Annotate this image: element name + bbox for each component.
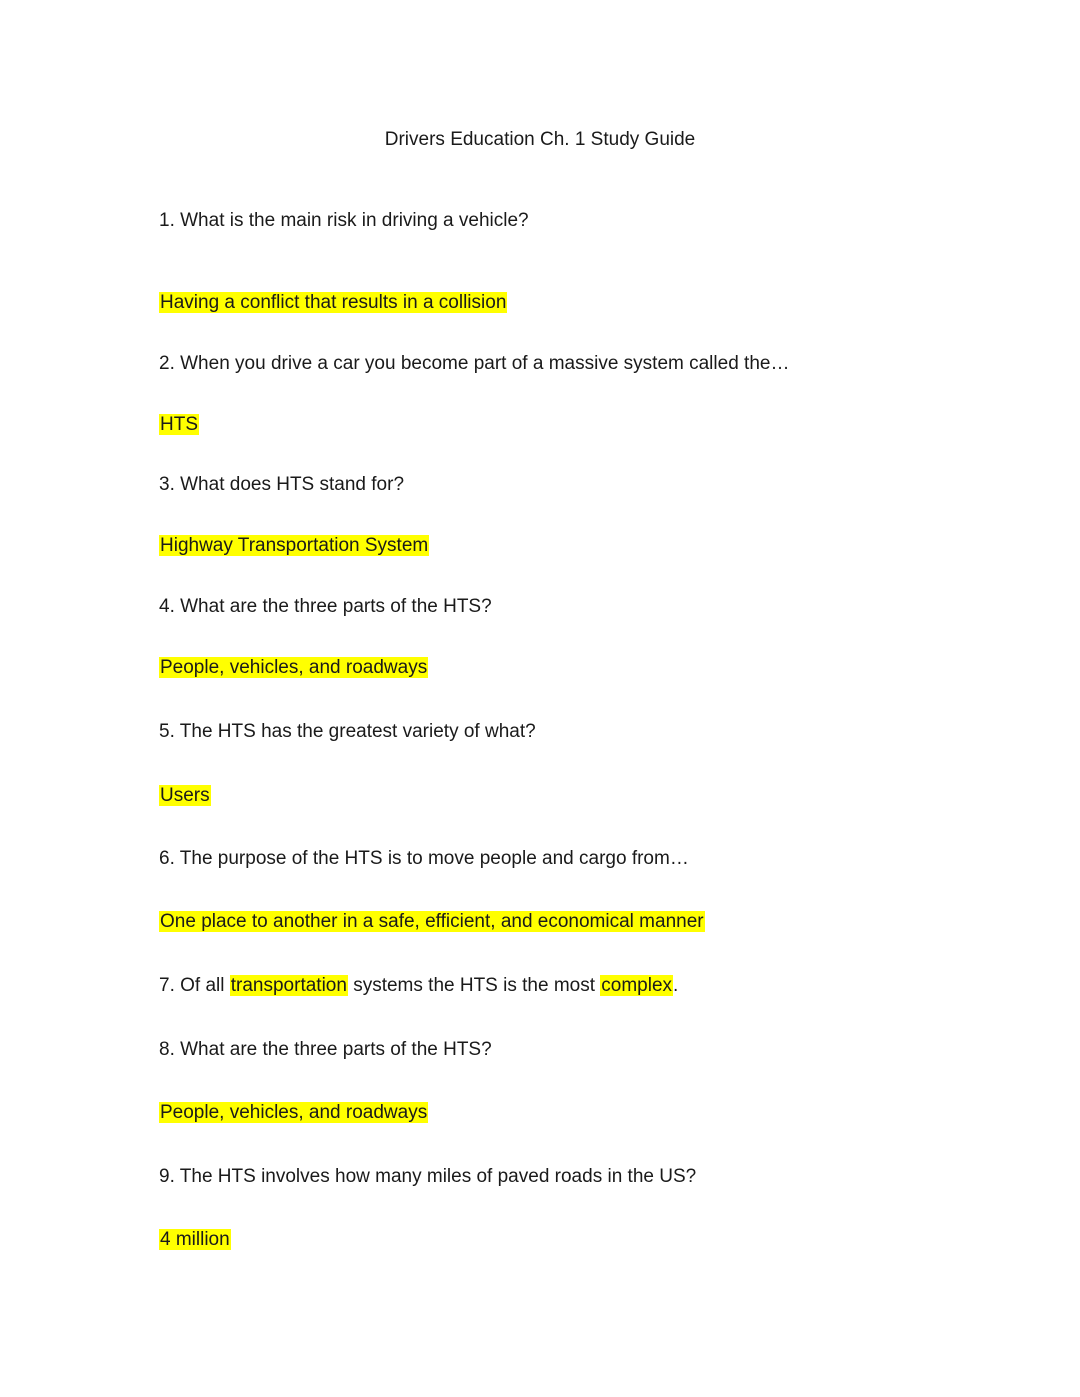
question-7-fill-1: transportation [230,975,347,996]
answer-4 [159,656,428,680]
question-5: 5. The HTS has the greatest variety of what? [159,721,536,742]
question-4: 4. What are the three parts of the HTS? [159,596,492,617]
answer-2-highlight: HTS [160,414,198,435]
answer-8-highlight: People, vehicles, and roadways [160,1102,428,1123]
question-2: 2. When you drive a car you become part of a massive system called the… [159,353,790,374]
question-7-text-3: . [673,975,679,996]
question-8: 8. What are the three parts of the HTS? [159,1039,492,1060]
answer-6 [159,910,705,934]
answer-3 [159,534,429,558]
question-9: 9. The HTS involves how many miles of paved roads in the US? [159,1166,697,1187]
answer-8 [159,1101,428,1125]
question-7-fill-2: complex [601,975,673,996]
question-6: 6. The purpose of the HTS is to move people and cargo from… [159,848,689,869]
answer-1 [159,291,507,315]
answer-5 [159,784,211,808]
question-3: 3. What does HTS stand for? [159,474,405,495]
question-7 [159,974,678,998]
answer-4-highlight: People, vehicles, and roadways [160,657,428,678]
answer-3-highlight: Highway Transportation System [160,535,429,556]
answer-1-highlight: Having a conflict that results in a collision [160,292,507,313]
answer-6-highlight: One place to another in a safe, efficient, and economical manner [160,911,704,932]
question-1: 1. What is the main risk in driving a vehicle? [159,210,529,231]
answer-9 [159,1228,231,1252]
page-title: Drivers Education Ch. 1 Study Guide [384,129,696,150]
answer-2 [159,413,199,437]
answer-5-highlight: Users [160,785,210,806]
question-7-text-1: 7. Of all [159,975,230,996]
answer-9-highlight: 4 million [160,1229,230,1250]
question-7-text-2: systems the HTS is the most [347,975,601,996]
